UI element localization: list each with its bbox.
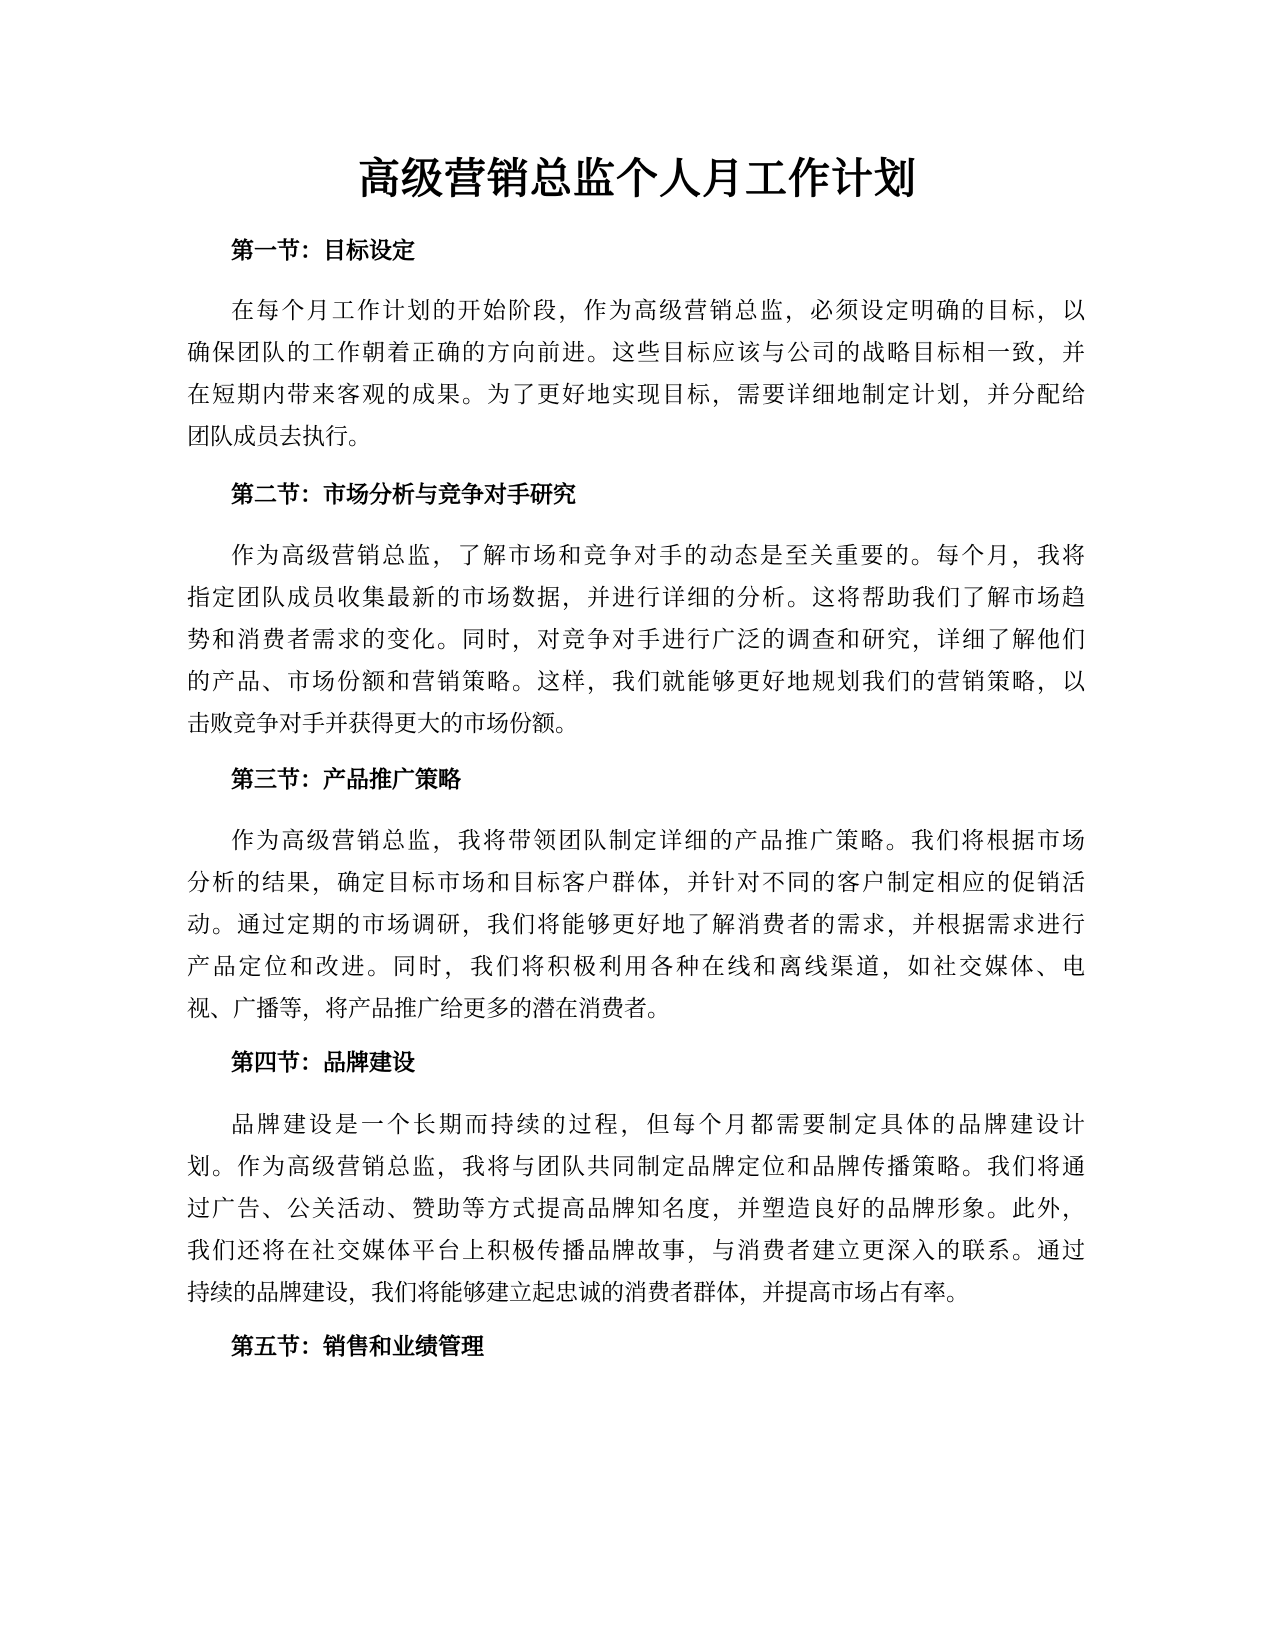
section-paragraph-2	[187, 535, 1085, 745]
section-heading-3: 第三节：产品推广策略	[231, 766, 461, 793]
paragraph-line: 我们还将在社交媒体平台上积极传播品牌故事，与消费者建立更深入的联系。通过	[187, 1238, 1085, 1264]
section-heading-1: 第一节：目标设定	[231, 237, 415, 264]
paragraph-line: 击败竞争对手并获得更大的市场份额。	[187, 711, 578, 737]
section-heading-4: 第四节：品牌建设	[231, 1049, 415, 1076]
paragraph-line: 视、广播等，将产品推广给更多的潜在消费者。	[187, 996, 670, 1022]
paragraph-line: 作为高级营销总监，了解市场和竞争对手的动态是至关重要的。每个月，我将	[231, 543, 1085, 569]
paragraph-line: 品牌建设是一个长期而持续的过程，但每个月都需要制定具体的品牌建设计	[231, 1112, 1085, 1138]
section-heading-5: 第五节：销售和业绩管理	[231, 1333, 484, 1360]
paragraph-line: 在短期内带来客观的成果。为了更好地实现目标，需要详细地制定计划，并分配给	[187, 382, 1085, 408]
section-paragraph-4	[187, 1104, 1085, 1314]
document-title: 高级营销总监个人月工作计划	[357, 154, 917, 203]
paragraph-line: 在每个月工作计划的开始阶段，作为高级营销总监，必须设定明确的目标，以	[231, 298, 1085, 324]
paragraph-line: 划。作为高级营销总监，我将与团队共同制定品牌定位和品牌传播策略。我们将通	[187, 1154, 1085, 1180]
section-paragraph-1	[187, 290, 1085, 458]
section-paragraph-3	[187, 820, 1085, 1030]
paragraph-line: 动。通过定期的市场调研，我们将能够更好地了解消费者的需求，并根据需求进行	[187, 912, 1085, 938]
paragraph-line: 分析的结果，确定目标市场和目标客户群体，并针对不同的客户制定相应的促销活	[187, 870, 1085, 896]
paragraph-line: 确保团队的工作朝着正确的方向前进。这些目标应该与公司的战略目标相一致，并	[187, 340, 1085, 366]
paragraph-line: 持续的品牌建设，我们将能够建立起忠诚的消费者群体，并提高市场占有率。	[187, 1280, 969, 1306]
section-heading-2: 第二节：市场分析与竞争对手研究	[231, 481, 576, 508]
paragraph-line: 团队成员去执行。	[187, 424, 371, 450]
paragraph-line: 指定团队成员收集最新的市场数据，并进行详细的分析。这将帮助我们了解市场趋	[187, 585, 1085, 611]
paragraph-line: 的产品、市场份额和营销策略。这样，我们就能够更好地规划我们的营销策略，以	[187, 669, 1085, 695]
paragraph-line: 作为高级营销总监，我将带领团队制定详细的产品推广策略。我们将根据市场	[231, 828, 1085, 854]
paragraph-line: 势和消费者需求的变化。同时，对竞争对手进行广泛的调查和研究，详细了解他们	[187, 627, 1085, 653]
paragraph-line: 产品定位和改进。同时，我们将积极利用各种在线和离线渠道，如社交媒体、电	[187, 954, 1085, 980]
paragraph-line: 过广告、公关活动、赞助等方式提高品牌知名度，并塑造良好的品牌形象。此外，	[187, 1196, 1085, 1222]
